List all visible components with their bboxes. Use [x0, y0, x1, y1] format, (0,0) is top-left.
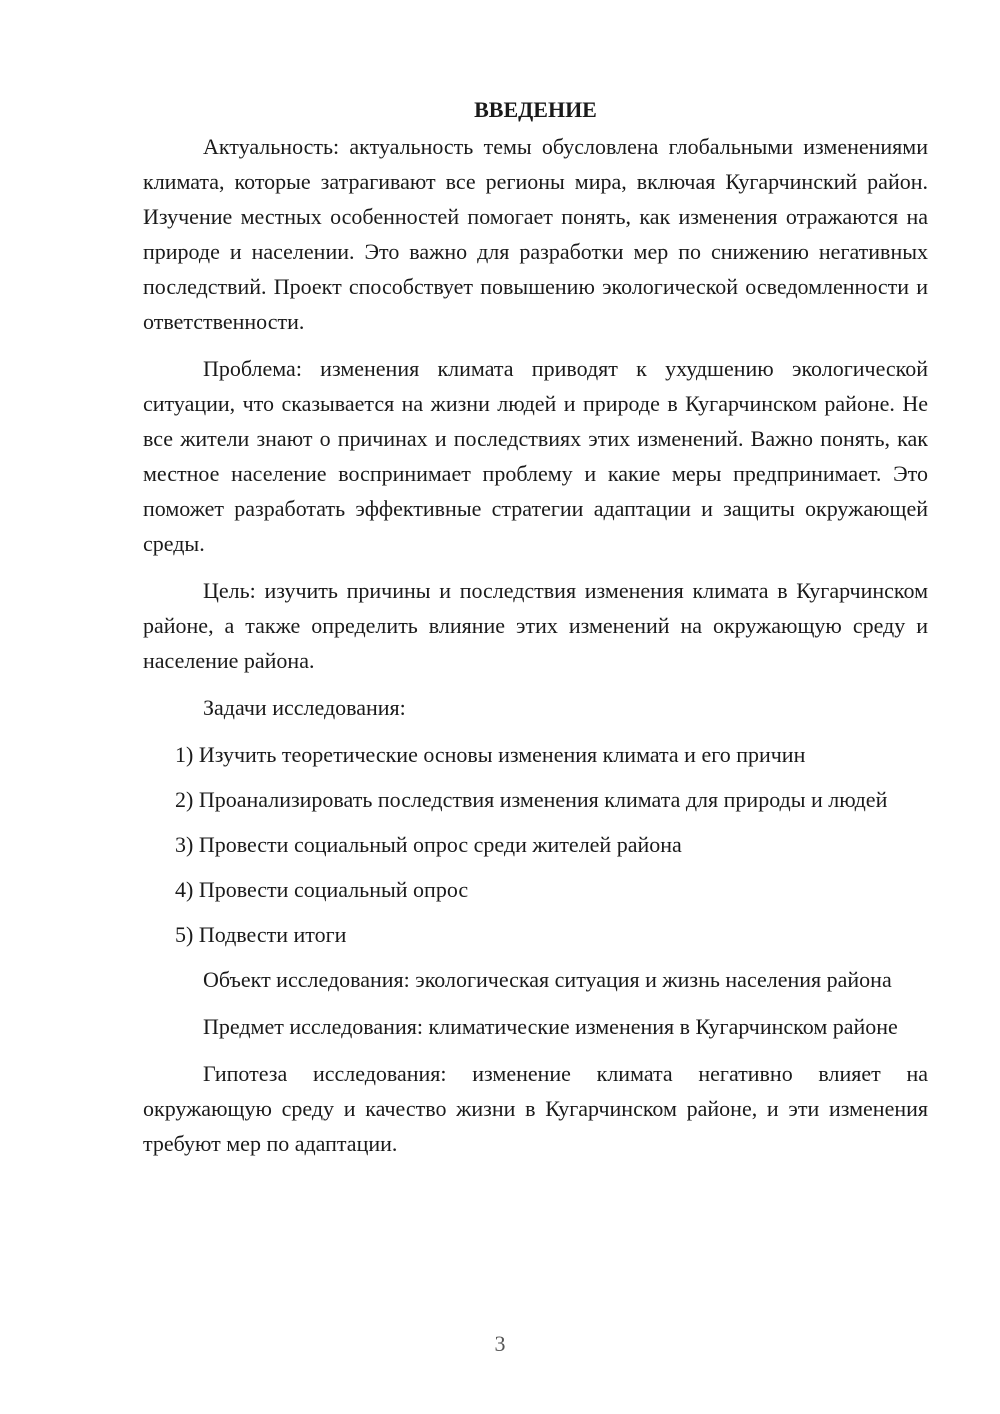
paragraph-object: Объект исследования: экологическая ситуация и жизнь населения района: [203, 967, 892, 992]
page-number: 3: [494, 1331, 506, 1356]
paragraph-problem: Проблема: изменения климата приводят к ухудшению экологической ситуации, что сказывается на жизни людей и природе в Кугарчинском районе. Не все жители знают о причинах и последствиях этих изменений. Важно понять, как местное население воспринимает проблему и какие меры предпринимает. Это поможет разработать эффективные стратегии адаптации и защиты окружающей среды.: [143, 356, 928, 556]
task-item: 5) Подвести итоги: [175, 922, 347, 947]
task-item: 1) Изучить теоретические основы изменения климата и его причин: [175, 742, 806, 767]
task-item: 2) Проанализировать последствия изменения климата для природы и людей: [175, 787, 888, 812]
paragraph-hypothesis: Гипотеза исследования: изменение климата негативно влияет на окружающую среду и качество жизни в Кугарчинском районе, и эти изменения требуют мер по адаптации.: [143, 1061, 928, 1156]
document-page: [143, 92, 928, 1173]
task-item: 4) Провести социальный опрос: [175, 877, 469, 902]
tasks-heading: Задачи исследования:: [203, 695, 406, 720]
paragraph-goal: Цель: изучить причины и последствия изменения климата в Кугарчинском районе, а также определить влияние этих изменений на окружающую среду и население района.: [143, 578, 928, 673]
page-title: ВВЕДЕНИЕ: [474, 97, 597, 122]
paragraph-relevance: Актуальность: актуальность темы обусловлена глобальными изменениями климата, которые затрагивают все регионы мира, включая Кугарчинский район. Изучение местных особенностей помогает понять, как изменения отражаются на природе и населении. Это важно для разработки мер по снижению негативных последствий. Проект способствует повышению экологической осведомленности и ответственности.: [143, 134, 928, 334]
paragraph-subject: Предмет исследования: климатические изменения в Кугарчинском районе: [203, 1014, 898, 1039]
task-item: 3) Провести социальный опрос среди жителей района: [175, 832, 682, 857]
